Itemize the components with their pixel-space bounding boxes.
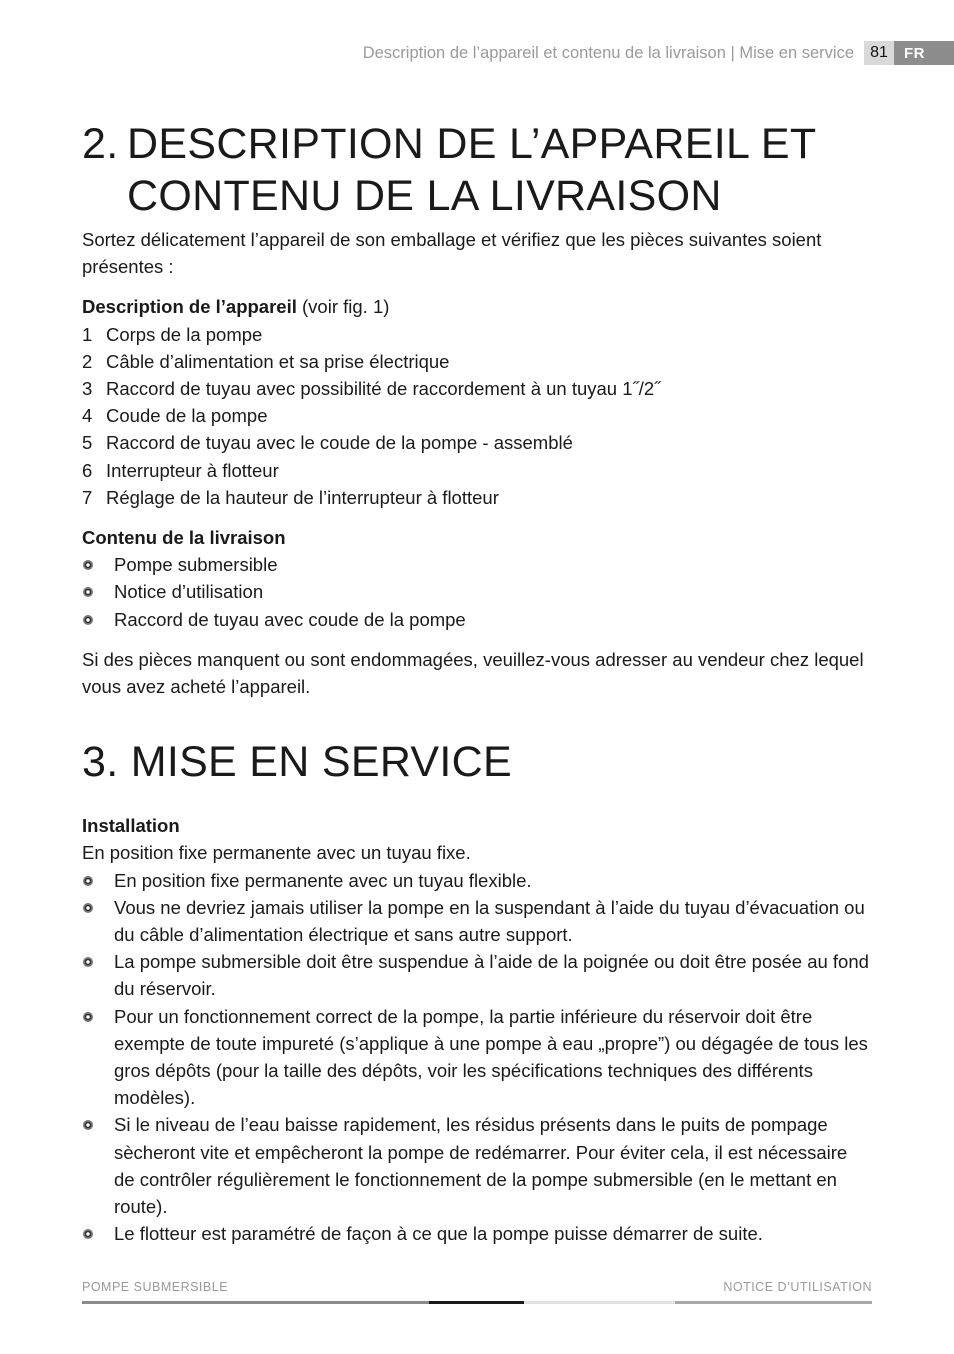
list-item bbox=[82, 429, 872, 456]
part-number: 2 bbox=[82, 350, 93, 372]
part-number: 5 bbox=[82, 432, 93, 454]
list-item bbox=[82, 551, 872, 578]
list-item bbox=[82, 867, 872, 894]
list-item bbox=[82, 348, 872, 375]
list-item-text: Si le niveau de l’eau baisse rapidement, les résidus présents dans le puits de pompage sècheront vite et empêcheront la pompe de redémarrer. Pour éviter cela, il est nécessaire de contrôler régulièrement le fonctionnement de la pompe submersible (en le mettant en route). bbox=[114, 1114, 848, 1218]
installation-intro: En position fixe permanente avec un tuyau fixe. bbox=[82, 842, 471, 864]
description-heading bbox=[82, 293, 872, 320]
list-item-text: Raccord de tuyau avec coude de la pompe bbox=[114, 608, 466, 630]
list-item bbox=[82, 402, 872, 429]
footer-product-name: POMPE SUBMERSIBLE bbox=[82, 1280, 229, 1294]
list-item-text: Notice d’utilisation bbox=[114, 581, 264, 603]
section-2-number: 2. bbox=[82, 120, 119, 168]
footer-doc-name: NOTICE D’UTILISATION bbox=[723, 1280, 872, 1294]
list-item-text: Le flotteur est paramétré de façon à ce que la pompe puisse démarrer de suite. bbox=[114, 1223, 763, 1245]
part-number: 3 bbox=[82, 378, 93, 400]
delivery-list bbox=[82, 551, 872, 633]
list-item bbox=[82, 484, 872, 511]
bullet-icon bbox=[82, 578, 114, 605]
part-label: Raccord de tuyau avec possibilité de raccordement à un tuyau 1˝/2˝ bbox=[106, 378, 661, 400]
list-item bbox=[82, 1220, 872, 1247]
list-item bbox=[82, 1003, 872, 1112]
footer-divider-right bbox=[675, 1301, 872, 1304]
delivery-heading: Contenu de la livraison bbox=[82, 527, 286, 549]
description-heading-bold: Description de l’appareil bbox=[82, 296, 297, 318]
missing-parts-note: Si des pièces manquent ou sont endommagées, veuillez-vous adresser au vendeur chez lequel vous avez acheté l’appareil. bbox=[82, 648, 864, 698]
list-item bbox=[82, 578, 872, 605]
part-label: Interrupteur à flotteur bbox=[106, 459, 279, 481]
list-item bbox=[82, 948, 872, 1002]
bullet-icon bbox=[82, 1003, 114, 1112]
language-tab: FR bbox=[894, 41, 954, 65]
section-2-title bbox=[82, 118, 872, 222]
footer-divider bbox=[82, 1301, 429, 1304]
list-item bbox=[82, 1111, 872, 1220]
intro-paragraph: Sortez délicatement l’appareil de son emballage et vérifiez que les pièces suivantes soient présentes : bbox=[82, 229, 822, 278]
list-item-text: Pour un fonctionnement correct de la pompe, la partie inférieure du réservoir doit être exempte de toute impureté (s’applique à une pompe à eau „propre”) ou dégagée de tous les gros dépôts (pour la taille des dépôts, voir les spécifications techniques des différents modèles). bbox=[114, 1005, 868, 1109]
page-content bbox=[82, 118, 872, 1248]
part-label: Corps de la pompe bbox=[106, 323, 263, 345]
list-item bbox=[82, 457, 872, 484]
installation-list bbox=[82, 867, 872, 1248]
bullet-icon bbox=[82, 948, 114, 1002]
page-header bbox=[363, 41, 954, 65]
list-item-text: La pompe submersible doit être suspendue à l’aide de la poignée ou doit être posée au fond du réservoir. bbox=[114, 951, 869, 1000]
part-label: Raccord de tuyau avec le coude de la pompe - assemblé bbox=[106, 432, 573, 454]
section-3-title: 3. MISE EN SERVICE bbox=[82, 738, 512, 787]
bullet-icon bbox=[82, 606, 114, 633]
parts-list bbox=[82, 321, 872, 511]
list-item bbox=[82, 606, 872, 633]
part-number: 1 bbox=[82, 323, 93, 345]
description-heading-ref: (voir fig. 1) bbox=[296, 296, 390, 318]
part-label: Câble d’alimentation et sa prise électrique bbox=[106, 350, 450, 372]
part-label: Réglage de la hauteur de l’interrupteur à flotteur bbox=[106, 486, 499, 508]
list-item bbox=[82, 375, 872, 402]
header-breadcrumb: Description de l’appareil et contenu de la livraison | Mise en service bbox=[362, 43, 854, 62]
footer-divider-accent bbox=[429, 1301, 524, 1304]
part-label: Coude de la pompe bbox=[106, 405, 268, 427]
list-item-text: En position fixe permanente avec un tuyau flexible. bbox=[114, 869, 532, 891]
installation-heading: Installation bbox=[82, 815, 180, 837]
section-2-title-line1: DESCRIPTION DE L’APPAREIL ET bbox=[127, 120, 817, 168]
section-2-title-line2: CONTENU DE LA LIVRAISON bbox=[127, 172, 722, 220]
bullet-icon bbox=[82, 867, 114, 894]
list-item-text: Vous ne devriez jamais utiliser la pompe en la suspendant à l’aide du tuyau d’évacuation ou du câble d’alimentation électrique et sans autre support. bbox=[114, 896, 865, 946]
bullet-icon bbox=[82, 1220, 114, 1247]
footer-divider-light bbox=[524, 1301, 675, 1304]
bullet-icon bbox=[82, 894, 114, 948]
bullet-icon bbox=[82, 1111, 114, 1220]
part-number: 7 bbox=[82, 486, 93, 508]
page-number: 81 bbox=[864, 41, 894, 65]
list-item bbox=[82, 894, 872, 948]
part-number: 4 bbox=[82, 405, 93, 427]
part-number: 6 bbox=[82, 459, 93, 481]
bullet-icon bbox=[82, 551, 114, 578]
list-item-text: Pompe submersible bbox=[114, 554, 278, 576]
list-item bbox=[82, 321, 872, 348]
